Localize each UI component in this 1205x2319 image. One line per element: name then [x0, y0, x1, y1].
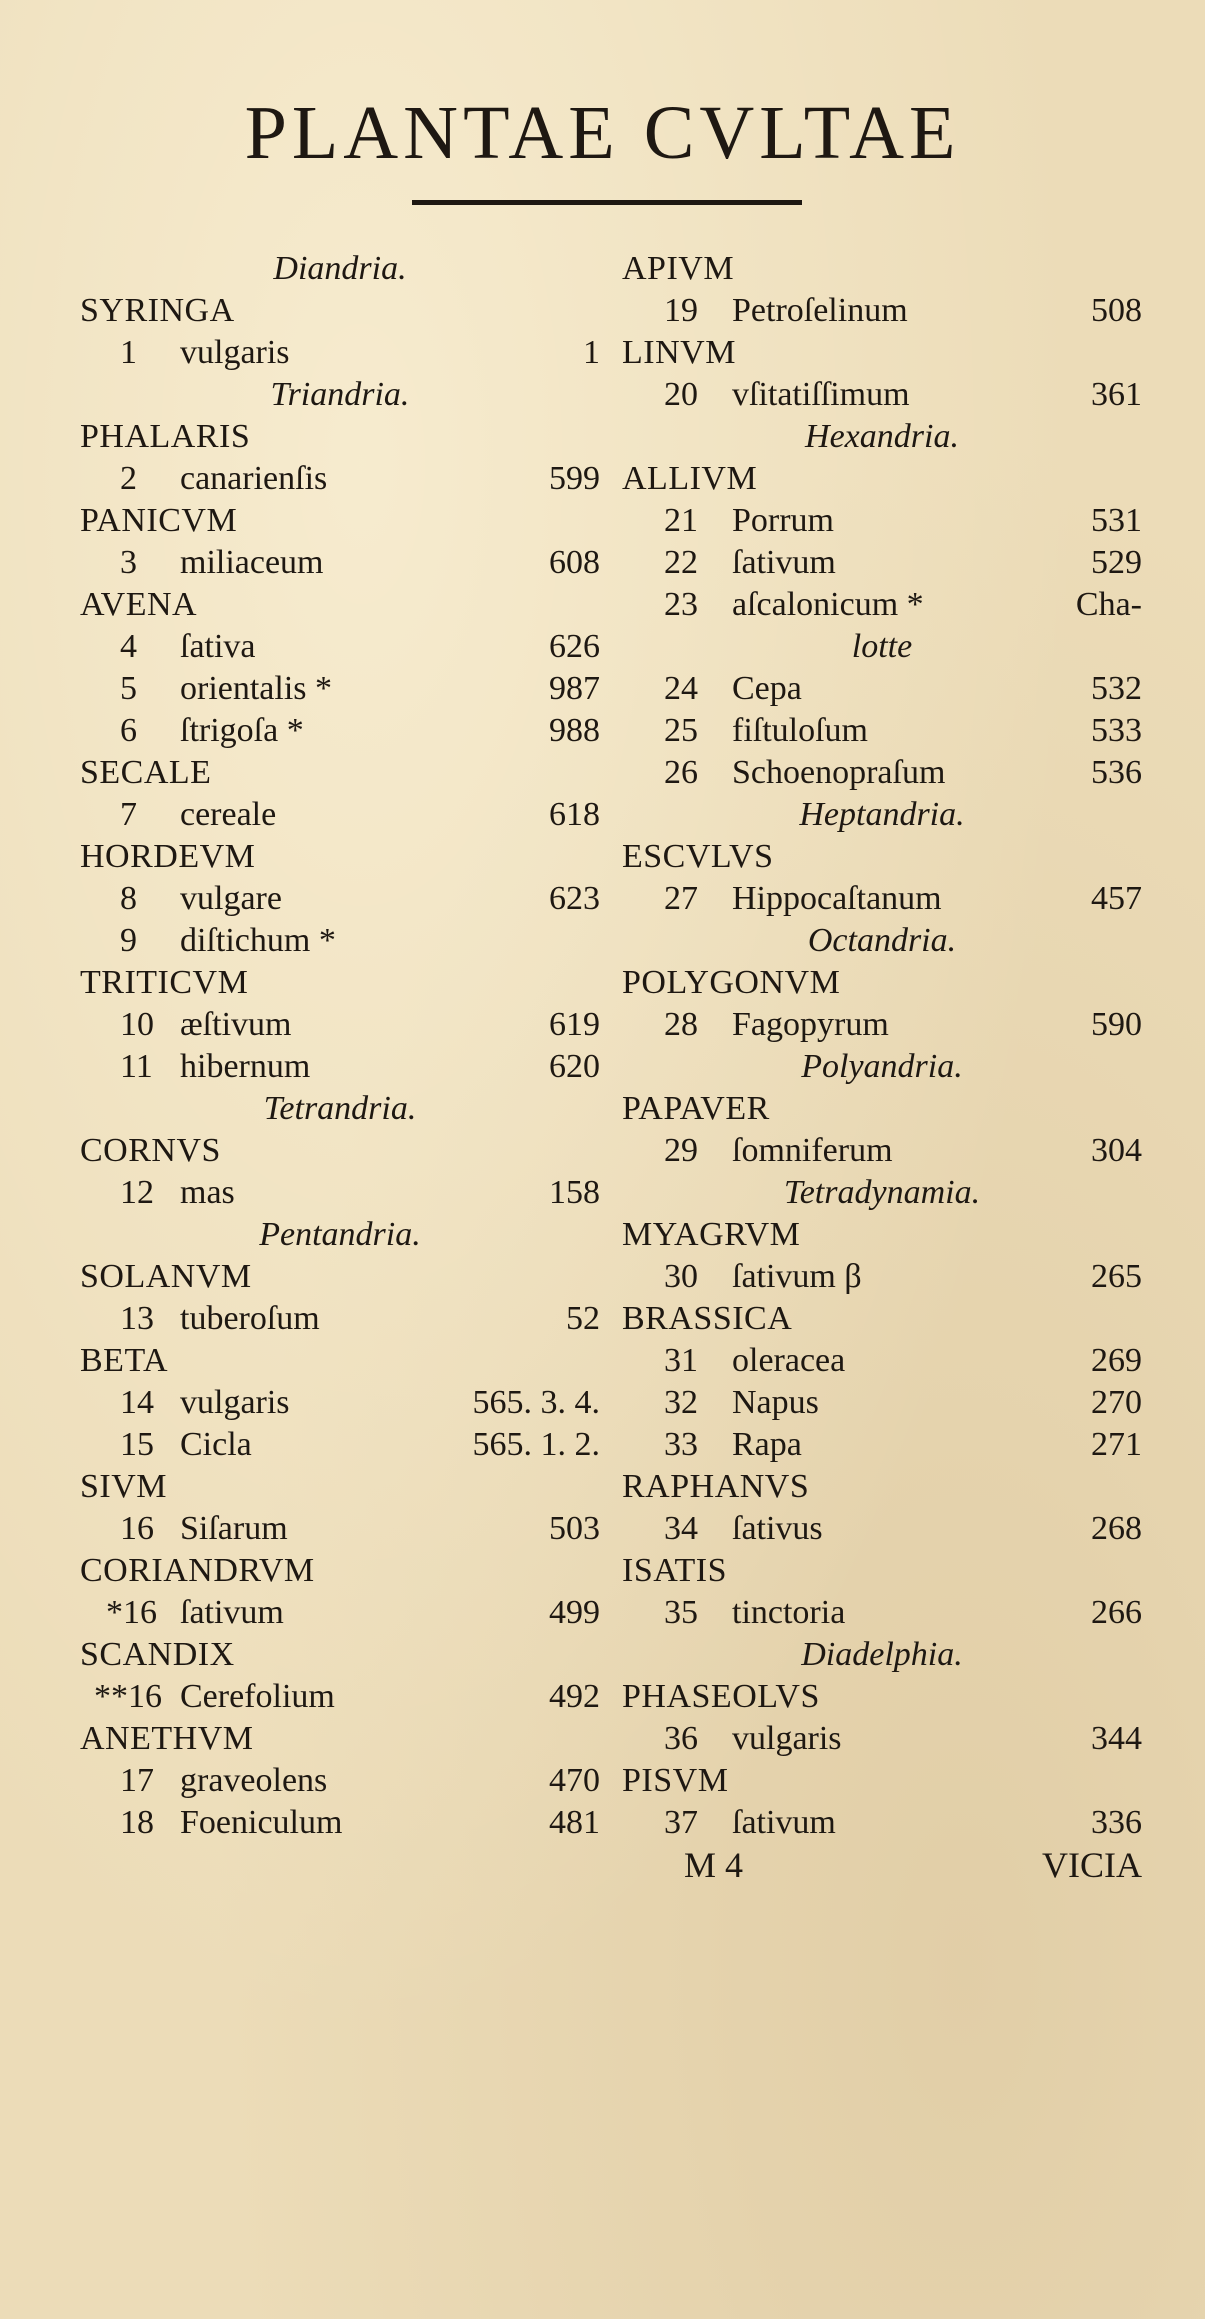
- page-reference: 623: [549, 880, 600, 917]
- species-number: 17: [120, 1762, 154, 1799]
- species-row: [622, 1424, 1142, 1466]
- genus-row: [622, 1760, 1142, 1802]
- species-row: [80, 1760, 600, 1802]
- page-reference: 266: [1091, 1594, 1142, 1631]
- page-reference: 529: [1091, 544, 1142, 581]
- species-name: Siſarum: [180, 1510, 288, 1547]
- species-name: ſtrigoſa *: [180, 712, 304, 749]
- species-number: 6: [120, 712, 137, 749]
- page-reference: 270: [1091, 1384, 1142, 1421]
- genus-row: [622, 1676, 1142, 1718]
- page-reference: 52: [566, 1300, 600, 1337]
- species-name: Foeniculum: [180, 1804, 343, 1841]
- species-name: ſativum: [180, 1594, 284, 1631]
- class-heading: Diadelphia.: [801, 1636, 963, 1673]
- class-heading: Diandria.: [273, 250, 407, 287]
- class-heading: Octandria.: [807, 922, 957, 959]
- species-row: [622, 1508, 1142, 1550]
- class-heading: Tetradynamia.: [783, 1174, 981, 1211]
- species-number: 30: [664, 1258, 698, 1295]
- section-row: [80, 374, 600, 416]
- class-heading: Polyandria.: [801, 1048, 963, 1085]
- genus-row: [80, 1340, 600, 1382]
- species-row: [80, 1046, 600, 1088]
- species-name: vulgaris: [180, 334, 290, 371]
- genus-row: [622, 1214, 1142, 1256]
- species-row: [80, 668, 600, 710]
- genus-name: SIVM: [80, 1468, 168, 1505]
- species-name: vulgare: [180, 880, 282, 917]
- species-number: 33: [664, 1426, 698, 1463]
- genus-name: PHASEOLVS: [622, 1678, 820, 1715]
- page-reference: 268: [1091, 1510, 1142, 1547]
- left-column: [80, 248, 600, 1844]
- species-name: vſitatiſſimum: [732, 376, 910, 413]
- species-row: [80, 920, 600, 962]
- species-number: 2: [120, 460, 137, 497]
- signature-mark: M 4: [684, 1845, 744, 1885]
- page-reference: 533: [1091, 712, 1142, 749]
- genus-row: [80, 1718, 600, 1760]
- species-name: vulgaris: [732, 1720, 842, 1757]
- species-name: vulgaris: [180, 1384, 290, 1421]
- species-row: [622, 1802, 1142, 1844]
- species-number: 1: [120, 334, 137, 371]
- species-number: 34: [664, 1510, 698, 1547]
- page-reference: 508: [1091, 292, 1142, 329]
- species-number: 22: [664, 544, 698, 581]
- genus-name: ALLIVM: [622, 460, 758, 497]
- genus-name: BETA: [80, 1342, 169, 1379]
- page-reference: 271: [1091, 1426, 1142, 1463]
- species-number: 25: [664, 712, 698, 749]
- species-row: [80, 1298, 600, 1340]
- species-row: [622, 1256, 1142, 1298]
- page-reference: 269: [1091, 1342, 1142, 1379]
- species-row: [622, 878, 1142, 920]
- right-column: [622, 248, 1142, 1886]
- page-reference: 344: [1091, 1720, 1142, 1757]
- species-row: [80, 1592, 600, 1634]
- genus-name: AVENA: [80, 586, 198, 623]
- genus-row: [80, 1256, 600, 1298]
- class-heading: Hexandria.: [805, 418, 959, 455]
- species-number: 31: [664, 1342, 698, 1379]
- genus-name: ANETHVM: [80, 1720, 254, 1757]
- page-reference: Cha-: [1075, 586, 1142, 623]
- species-row: [80, 710, 600, 752]
- species-row: [622, 584, 1142, 626]
- genus-name: TRITICVM: [80, 964, 249, 1001]
- page-reference: 1: [583, 334, 600, 371]
- species-row: [622, 710, 1142, 752]
- species-name: Napus: [732, 1384, 819, 1421]
- genus-row: [622, 248, 1142, 290]
- species-row: [80, 878, 600, 920]
- page-reference: 532: [1091, 670, 1142, 707]
- species-name: orientalis *: [180, 670, 333, 707]
- page-reference: 265: [1091, 1258, 1142, 1295]
- section-row: [622, 920, 1142, 962]
- page-reference: 361: [1091, 376, 1142, 413]
- page-title: PLANTAE CVLTAE: [244, 91, 961, 175]
- species-number: 5: [120, 670, 137, 707]
- species-row: [622, 500, 1142, 542]
- page-reference: 503: [549, 1510, 600, 1547]
- species-number: 16: [120, 1510, 154, 1547]
- species-name: ſomniferum: [732, 1132, 893, 1169]
- genus-row: [80, 962, 600, 1004]
- species-name: Cepa: [732, 670, 802, 707]
- species-row: [622, 542, 1142, 584]
- species-name: miliaceum: [180, 544, 324, 581]
- species-number: **16: [94, 1678, 162, 1715]
- page-reference: 987: [549, 670, 600, 707]
- species-number: 12: [120, 1174, 154, 1211]
- species-row: [622, 1130, 1142, 1172]
- species-number: 7: [120, 796, 137, 833]
- species-number: 20: [664, 376, 698, 413]
- page-reference: 619: [549, 1006, 600, 1043]
- species-row: [80, 458, 600, 500]
- page-reference: 499: [549, 1594, 600, 1631]
- genus-name: MYAGRVM: [622, 1216, 801, 1253]
- species-number: 29: [664, 1132, 698, 1169]
- genus-name: PAPAVER: [622, 1090, 770, 1127]
- page-reference: 618: [549, 796, 600, 833]
- class-heading: Tetrandria.: [263, 1090, 417, 1127]
- section-row: [622, 416, 1142, 458]
- class-heading: Heptandria.: [799, 796, 965, 833]
- species-row: [622, 1718, 1142, 1760]
- species-number: 11: [120, 1048, 153, 1085]
- species-number: 28: [664, 1006, 698, 1043]
- page-reference: 626: [549, 628, 600, 665]
- species-row: [80, 626, 600, 668]
- genus-name: CORIANDRVM: [80, 1552, 315, 1589]
- genus-row: [80, 836, 600, 878]
- genus-name: POLYGONVM: [622, 964, 841, 1001]
- species-name: oleracea: [732, 1342, 846, 1379]
- genus-row: [622, 1298, 1142, 1340]
- section-row: [622, 1634, 1142, 1676]
- genus-name: CORNVS: [80, 1132, 221, 1169]
- genus-row: [80, 752, 600, 794]
- genus-row: [80, 290, 600, 332]
- genus-name: ISATIS: [622, 1552, 728, 1589]
- species-number: 14: [120, 1384, 154, 1421]
- species-name: Porrum: [732, 502, 834, 539]
- page-reference: 158: [549, 1174, 600, 1211]
- page-reference: 457: [1091, 880, 1142, 917]
- genus-row: [80, 1634, 600, 1676]
- footer-row: [622, 1844, 1142, 1886]
- genus-name: PANICVM: [80, 502, 238, 539]
- page-reference: 590: [1091, 1006, 1142, 1043]
- species-name: hibernum: [180, 1048, 311, 1085]
- species-row: [622, 668, 1142, 710]
- page-reference: 608: [549, 544, 600, 581]
- species-row: [622, 1382, 1142, 1424]
- species-name: ſativum: [732, 544, 836, 581]
- species-name: ſativa: [180, 628, 256, 665]
- section-row: [622, 1172, 1142, 1214]
- class-heading: Triandria.: [270, 376, 410, 413]
- species-number: 10: [120, 1006, 154, 1043]
- section-row: [622, 626, 1142, 668]
- genus-row: [622, 1466, 1142, 1508]
- species-row: [80, 1424, 600, 1466]
- species-name: canarienſis: [180, 460, 328, 497]
- genus-row: [622, 1550, 1142, 1592]
- genus-name: PISVM: [622, 1762, 729, 1799]
- genus-name: HORDEVM: [80, 838, 256, 875]
- species-number: 26: [664, 754, 698, 791]
- species-number: 24: [664, 670, 698, 707]
- page-reference: 565. 1. 2.: [472, 1426, 600, 1463]
- genus-row: [80, 584, 600, 626]
- species-number: 32: [664, 1384, 698, 1421]
- species-row: [622, 290, 1142, 332]
- genus-name: PHALARIS: [80, 418, 251, 455]
- species-name: tuberoſum: [180, 1300, 320, 1337]
- species-name: diſtichum *: [180, 922, 336, 959]
- species-row: [622, 374, 1142, 416]
- page-reference: 599: [549, 460, 600, 497]
- species-name: cereale: [180, 796, 277, 833]
- species-name: aſcalonicum *: [732, 586, 924, 623]
- species-name: mas: [180, 1174, 235, 1211]
- genus-row: [622, 458, 1142, 500]
- species-row: [80, 332, 600, 374]
- genus-row: [80, 416, 600, 458]
- genus-name: SOLANVM: [80, 1258, 252, 1295]
- genus-row: [622, 332, 1142, 374]
- species-name: Petroſelinum: [732, 292, 908, 329]
- species-number: 9: [120, 922, 137, 959]
- species-row: [622, 1592, 1142, 1634]
- species-name: æſtivum: [180, 1006, 292, 1043]
- class-heading: Pentandria.: [259, 1216, 421, 1253]
- species-name: fiſtuloſum: [732, 712, 868, 749]
- species-name: Rapa: [732, 1426, 802, 1463]
- title-rule: [412, 200, 802, 205]
- species-number: 3: [120, 544, 137, 581]
- species-name: ſativum β: [732, 1258, 862, 1295]
- species-number: 4: [120, 628, 137, 665]
- genus-row: [80, 1130, 600, 1172]
- genus-name: BRASSICA: [622, 1300, 793, 1337]
- page-reference: 565. 3. 4.: [472, 1384, 600, 1421]
- species-row: [622, 1004, 1142, 1046]
- genus-row: [622, 962, 1142, 1004]
- genus-name: RAPHANVS: [622, 1468, 810, 1505]
- species-number: 18: [120, 1804, 154, 1841]
- page-reference: 492: [549, 1678, 600, 1715]
- species-row: [80, 1508, 600, 1550]
- section-row: [80, 1214, 600, 1256]
- class-heading: lotte: [851, 628, 913, 665]
- species-number: 19: [664, 292, 698, 329]
- genus-row: [622, 1088, 1142, 1130]
- page-reference: 531: [1091, 502, 1142, 539]
- species-number: 15: [120, 1426, 154, 1463]
- species-row: [80, 1382, 600, 1424]
- species-name: tinctoria: [732, 1594, 846, 1631]
- species-number: 21: [664, 502, 698, 539]
- species-row: [80, 542, 600, 584]
- species-number: 36: [664, 1720, 698, 1757]
- page-reference: 620: [549, 1048, 600, 1085]
- species-row: [622, 1340, 1142, 1382]
- genus-name: SYRINGA: [80, 292, 235, 329]
- catchword: VICIA: [1042, 1845, 1142, 1885]
- genus-name: SCANDIX: [80, 1636, 235, 1673]
- genus-name: LINVM: [622, 334, 736, 371]
- species-name: Cerefolium: [180, 1678, 335, 1715]
- species-name: Fagopyrum: [732, 1006, 889, 1043]
- species-name: Cicla: [180, 1426, 252, 1463]
- genus-name: ESCVLVS: [622, 838, 774, 875]
- species-number: 23: [664, 586, 698, 623]
- genus-row: [80, 500, 600, 542]
- species-number: *16: [106, 1594, 157, 1631]
- species-name: graveolens: [180, 1762, 328, 1799]
- page-reference: 336: [1091, 1804, 1142, 1841]
- genus-name: APIVM: [622, 250, 735, 287]
- section-row: [80, 248, 600, 290]
- species-number: 27: [664, 880, 698, 917]
- species-name: ſativum: [732, 1804, 836, 1841]
- species-number: 35: [664, 1594, 698, 1631]
- genus-row: [80, 1550, 600, 1592]
- species-row: [80, 1004, 600, 1046]
- genus-name: SECALE: [80, 754, 212, 791]
- species-row: [80, 794, 600, 836]
- genus-row: [622, 836, 1142, 878]
- species-row: [80, 1802, 600, 1844]
- species-name: Schoenopraſum: [732, 754, 946, 791]
- species-row: [80, 1172, 600, 1214]
- page-reference: 481: [549, 1804, 600, 1841]
- section-row: [622, 1046, 1142, 1088]
- section-row: [622, 794, 1142, 836]
- section-row: [80, 1088, 600, 1130]
- genus-row: [80, 1466, 600, 1508]
- species-number: 8: [120, 880, 137, 917]
- species-name: Hippocaſtanum: [732, 880, 942, 917]
- page-reference: 988: [549, 712, 600, 749]
- species-row: [80, 1676, 600, 1718]
- page-reference: 304: [1091, 1132, 1142, 1169]
- page-reference: 470: [549, 1762, 600, 1799]
- species-name: ſativus: [732, 1510, 823, 1547]
- species-number: 13: [120, 1300, 154, 1337]
- page-reference: 536: [1091, 754, 1142, 791]
- species-row: [622, 752, 1142, 794]
- species-number: 37: [664, 1804, 698, 1841]
